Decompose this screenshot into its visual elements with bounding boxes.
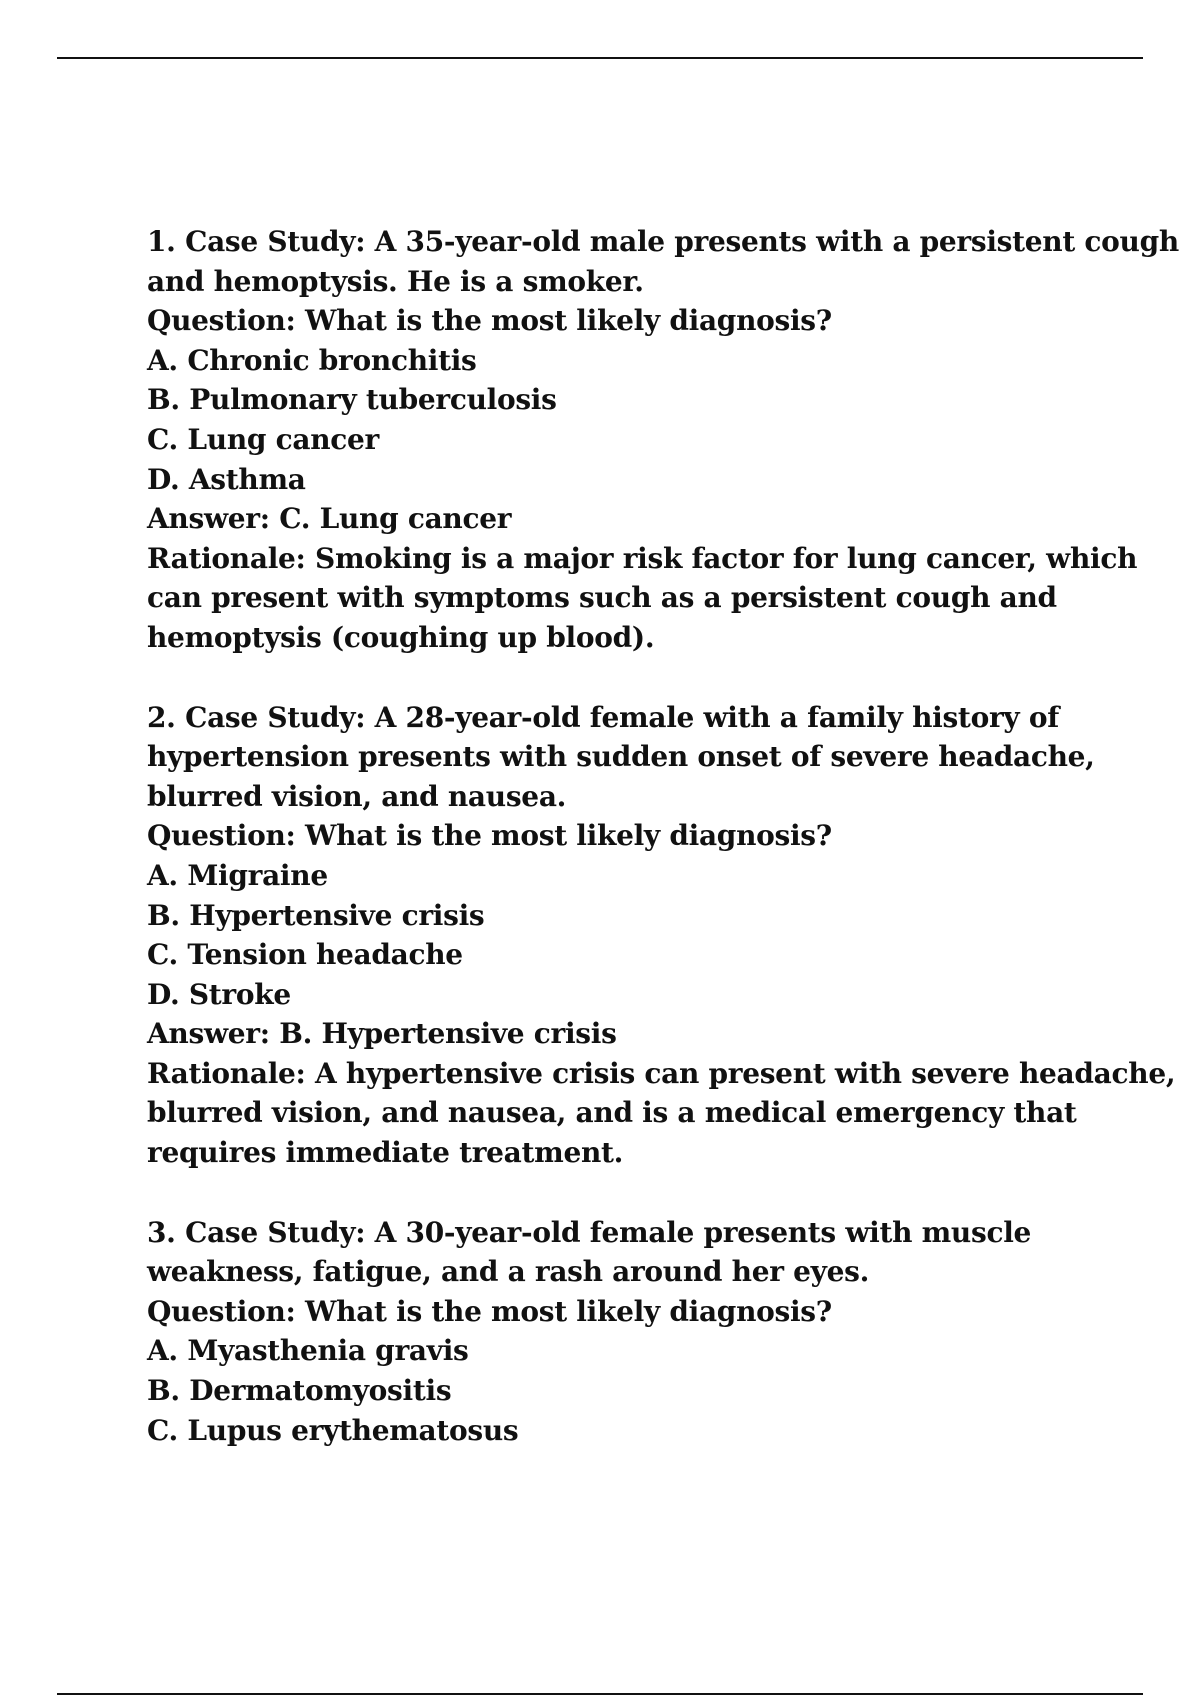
question-text: Question: What is the most likely diagnosis? [147, 819, 832, 853]
rationale-text: hemoptysis (coughing up blood). [147, 620, 655, 654]
rationale-text: requires immediate treatment. [147, 1136, 624, 1170]
option-b: B. Pulmonary tuberculosis [147, 383, 557, 417]
question-block-2 [147, 698, 1176, 1173]
rationale-text: Rationale: A hypertensive crisis can present with severe headache, [147, 1056, 1176, 1090]
rationale-text: blurred vision, and nausea, and is a medical emergency that [147, 1096, 1077, 1130]
footer-rule [57, 1693, 1143, 1695]
option-b: B. Hypertensive crisis [147, 898, 485, 932]
case-study-text: weakness, fatigue, and a rash around her eyes. [147, 1255, 870, 1289]
question-block-3 [147, 1213, 1107, 1451]
option-d: D. Asthma [147, 462, 306, 496]
header-rule [57, 57, 1143, 59]
option-a: A. Migraine [147, 858, 328, 892]
rationale-text: Rationale: Smoking is a major risk factor for lung cancer, which [147, 541, 1138, 575]
option-a: A. Myasthenia gravis [147, 1334, 469, 1368]
case-study-text: 2. Case Study: A 28-year-old female with a family history of [147, 700, 1059, 734]
answer-text: Answer: B. Hypertensive crisis [147, 1017, 617, 1051]
case-study-text: and hemoptysis. He is a smoker. [147, 264, 644, 298]
option-c: C. Tension headache [147, 938, 463, 972]
question-block-1 [147, 222, 1179, 658]
question-text: Question: What is the most likely diagnosis? [147, 1294, 832, 1328]
case-study-text: 1. Case Study: A 35-year-old male presents with a persistent cough [147, 225, 1179, 258]
option-c: C. Lung cancer [147, 422, 379, 456]
document-body [147, 222, 1179, 1490]
case-study-text: hypertension presents with sudden onset of severe headache, [147, 740, 1095, 774]
case-study-text: blurred vision, and nausea. [147, 779, 567, 813]
option-a: A. Chronic bronchitis [147, 343, 477, 377]
question-text: Question: What is the most likely diagnosis? [147, 304, 832, 338]
case-study-text: 3. Case Study: A 30-year-old female presents with muscle [147, 1215, 1032, 1249]
answer-text: Answer: C. Lung cancer [147, 502, 512, 536]
rationale-text: can present with symptoms such as a persistent cough and [147, 581, 1057, 615]
option-d: D. Stroke [147, 977, 291, 1011]
option-b: B. Dermatomyositis [147, 1374, 452, 1408]
option-c: C. Lupus erythematosus [147, 1413, 519, 1447]
